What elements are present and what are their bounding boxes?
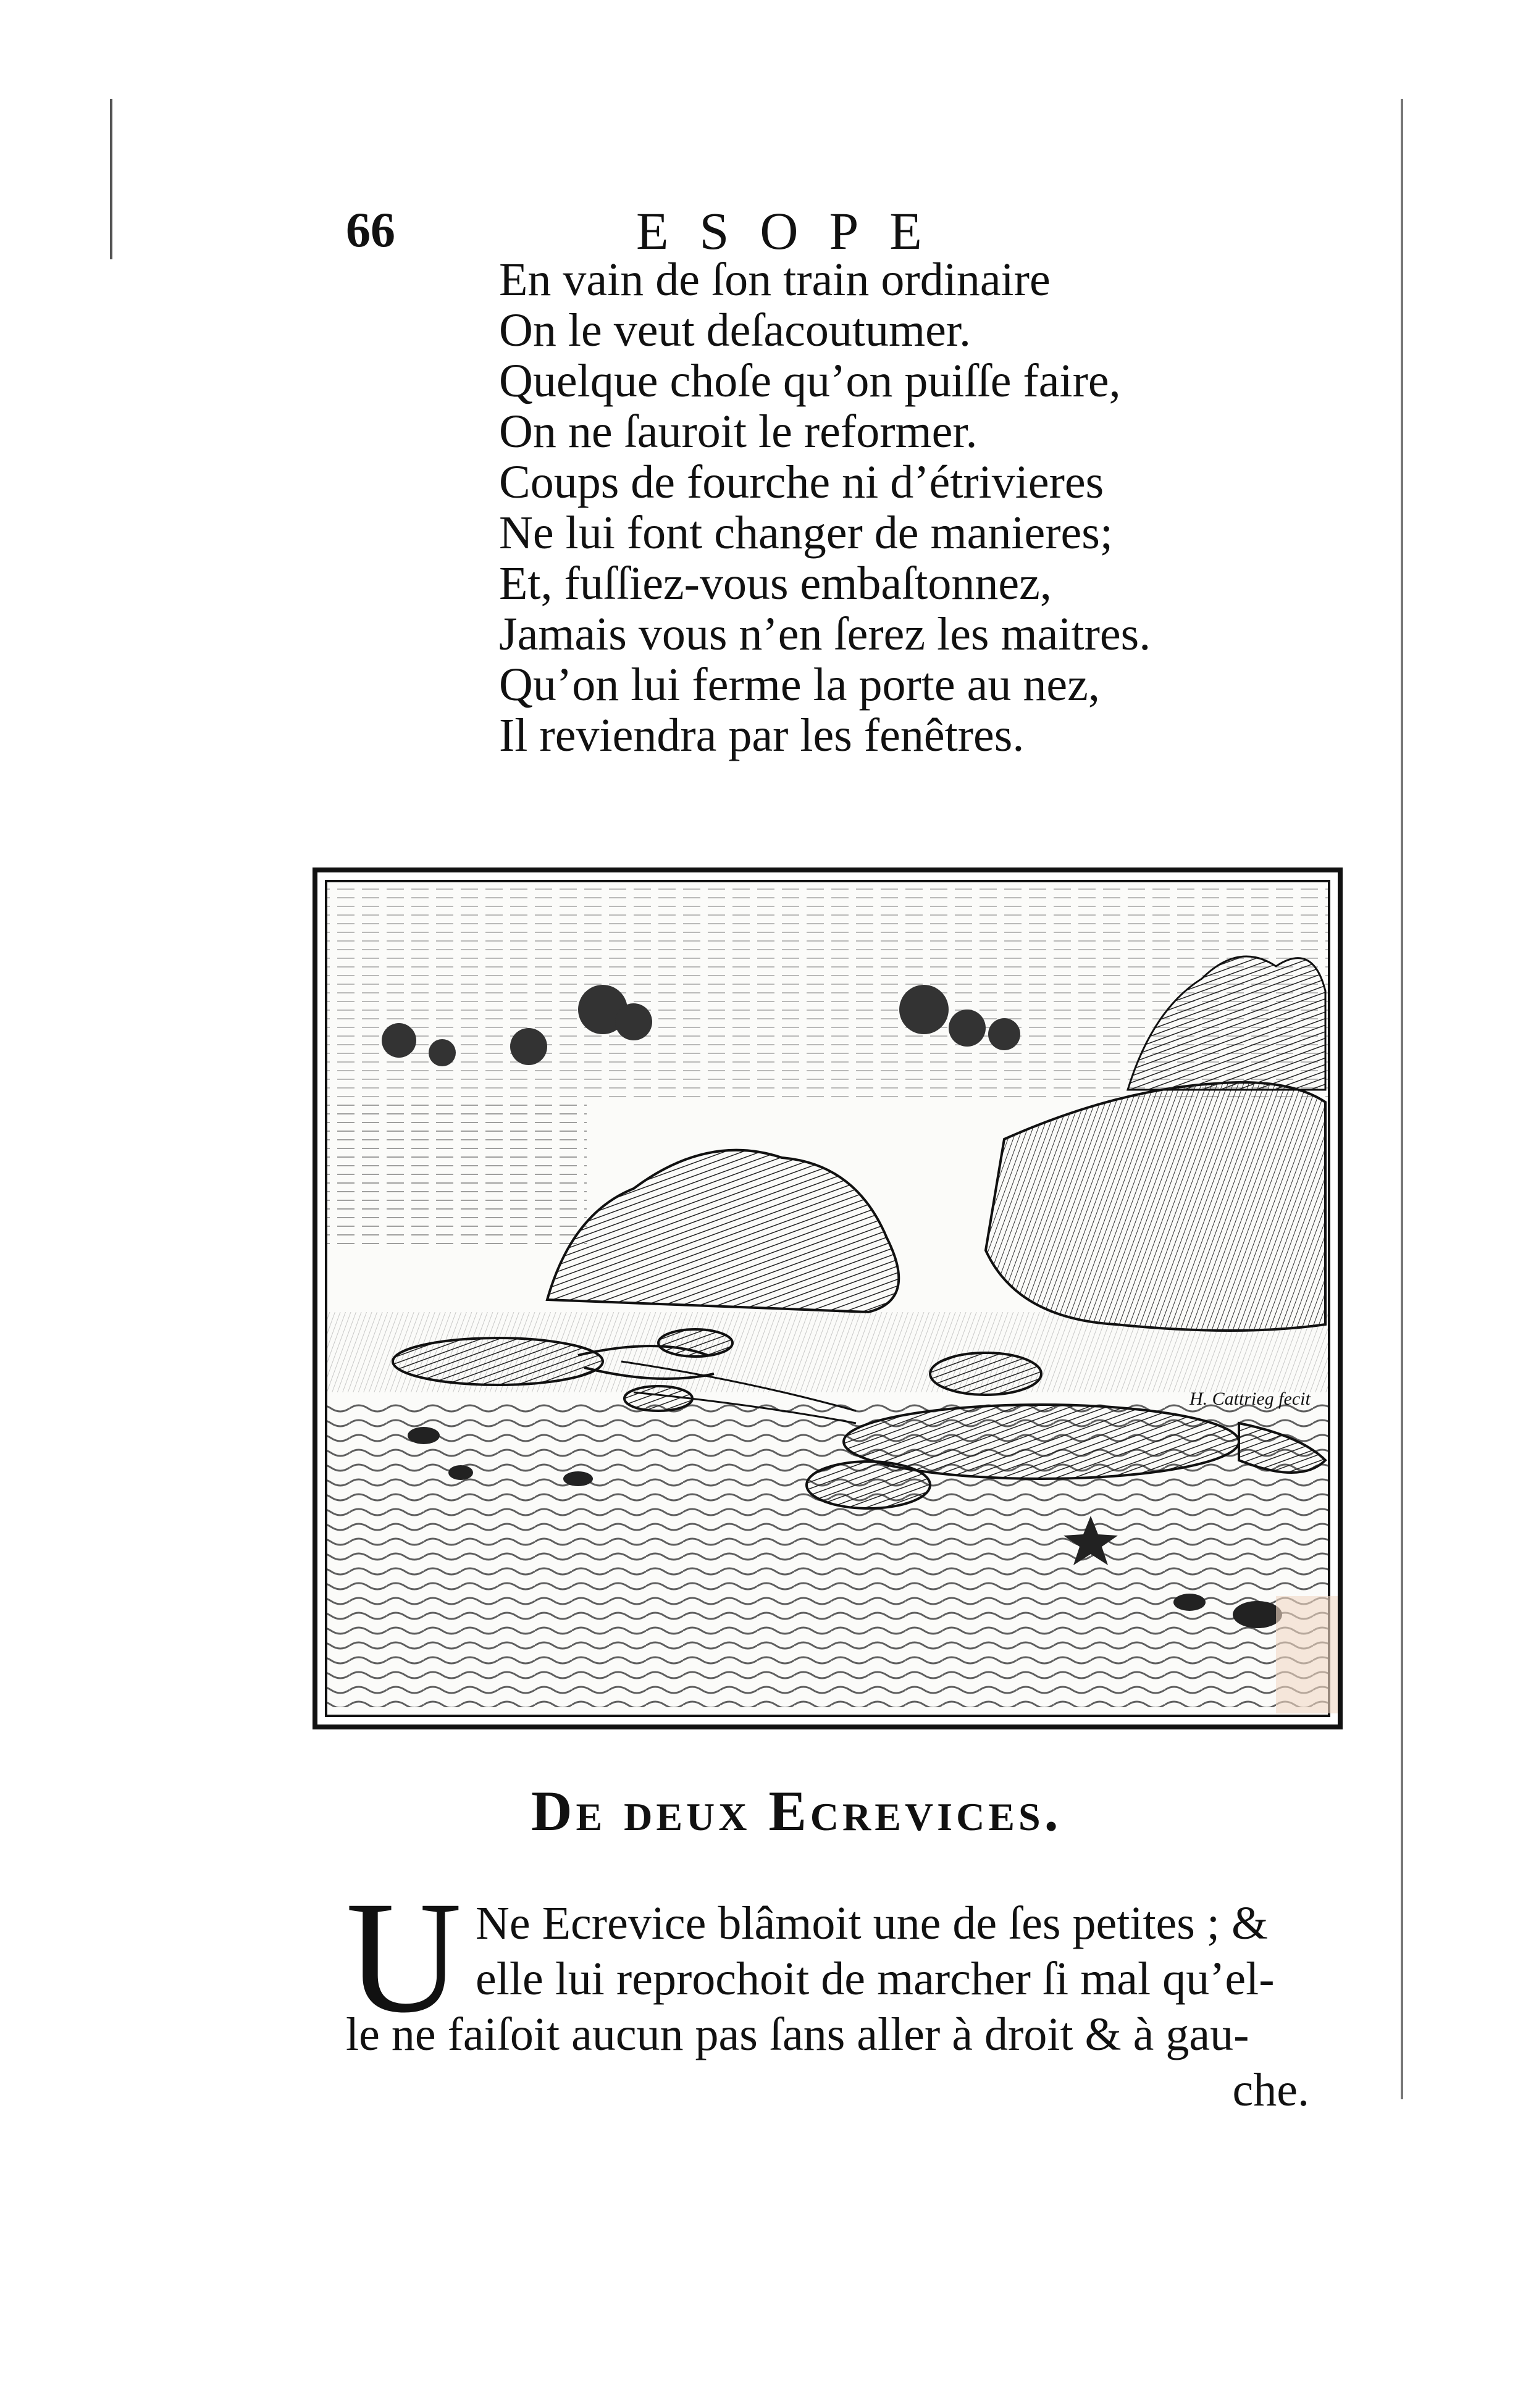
verse-line: Qu’on lui ferme la porte au nez,	[499, 659, 1100, 711]
paper-stain	[1276, 1596, 1338, 1713]
fable-title: De deux Ecrevices.	[531, 1779, 1062, 1842]
scan-edge-line-right	[1401, 99, 1403, 2099]
fable-line: Ne Ecrevice blâmoit une de ſes petites ; &	[476, 1897, 1269, 1949]
fable-line: le ne faiſoit aucun pas ſans aller à droit & à gau-	[346, 2009, 1249, 2060]
fable-catchword-line: che.	[1232, 2064, 1309, 2116]
verse-line: En vain de ſon train ordinaire	[499, 254, 1051, 306]
verse-line: Il reviendra par les fenêtres.	[499, 709, 1025, 761]
scan-edge-line-left	[110, 99, 112, 259]
verse-line: Quelque choſe qu’on puiſſe faire,	[499, 355, 1121, 407]
verse-line: Ne lui font changer de manieres;	[499, 507, 1113, 559]
verse-line: Jamais vous n’en ſerez les maitres.	[499, 608, 1151, 660]
fable-text	[346, 1868, 1309, 2118]
verse-line: On ne ſauroit le reformer.	[499, 406, 978, 458]
verse-line: Et, fuſſiez-vous embaſtonnez,	[499, 558, 1052, 609]
verse-line: On le veut deſacoutumer.	[499, 304, 971, 356]
running-title: ESOPE	[636, 201, 953, 261]
verse-block	[499, 254, 1364, 761]
drop-cap: U	[346, 1868, 462, 2046]
verse-line: Coups de fourche ni d’étrivieres	[499, 456, 1104, 508]
engraver-signature: H. Cattrieg fecit	[1189, 1389, 1311, 1409]
page-number: 66	[346, 203, 395, 257]
fable-line: elle lui reprochoit de marcher ſi mal qu’el-	[476, 1953, 1275, 2005]
crayfish-engraving	[313, 867, 1343, 1729]
sea-horizon	[327, 1102, 587, 1244]
